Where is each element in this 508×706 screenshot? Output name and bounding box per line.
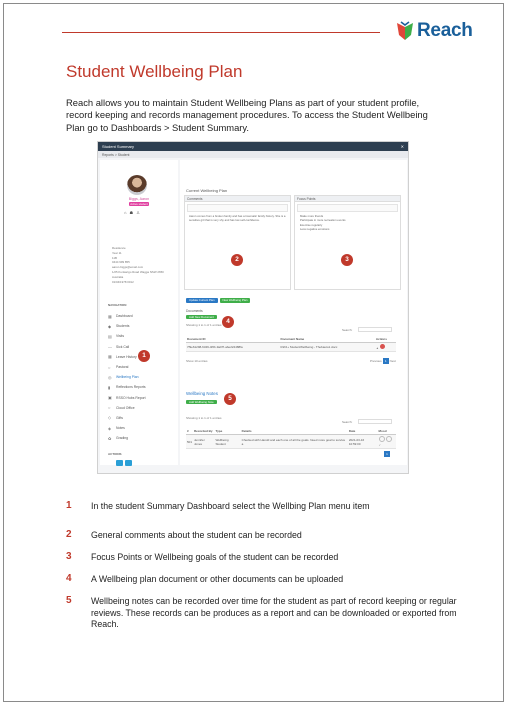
legend-number: 1 [66,500,72,511]
wellbeing-notes-title: Wellbeing Notes [186,391,218,396]
col-recorded-by[interactable]: Recorded By [194,429,213,433]
add-note-button[interactable]: Add Wellbeing Note [186,400,217,404]
marker-4: 4 [222,316,234,328]
documents-pager [370,358,396,364]
notes-add-wrap [186,400,217,405]
marker-1: 1 [138,350,150,362]
sidebar-item-label: Sick Call [116,344,130,349]
cloud-icon: ○ [108,405,111,411]
next-page-button[interactable]: Next [389,359,396,363]
documents-showing: Showing 1 to 1 of 1 entries [186,323,222,327]
intro-paragraph: Reach allows you to maintain Student Wellbeing Plans as part of your student profile, record keeping and records management procedures. To access the Student Wellbeing Plan go to Dashboards > Student Summary. [66,97,428,133]
print-action-button[interactable] [125,460,132,466]
documents-table [186,336,396,352]
sick-call-icon: — [108,344,112,350]
profile-icons [124,210,141,215]
wellbeing-icon: ◎ [108,374,112,380]
house-icon[interactable]: ⌂ [124,210,128,215]
col-actions: Actions [375,336,396,343]
note-recorded-by-cell: Jennifer Jones [193,435,214,449]
list-item: Less negative emotions [300,227,330,232]
sidebar-item-visits[interactable] [108,331,146,341]
reach-logo [396,20,473,42]
visits-icon: ▤ [108,333,112,339]
docs-add-wrap [186,315,217,320]
breadcrumb: Reports > Student [98,151,408,158]
search-label: Search: [342,328,353,332]
brand-name: Reach [417,20,473,41]
add-document-button[interactable]: Add New Document [186,315,217,319]
notes-search-label: Search: [342,420,353,424]
sidebar-item-label: Reflections Reports [116,385,146,390]
col-date[interactable]: Date [348,428,378,435]
editor-toolbar[interactable] [297,204,398,212]
sidebar-item-label: Cloud Office [116,405,135,410]
col-details[interactable]: Details [241,428,348,435]
sidebar-item-grading[interactable] [108,433,146,443]
header-rule [62,32,380,33]
sidebar-item-label: Gifts [116,415,123,420]
table-row [186,343,396,352]
sidebar-item-label: Visits [116,334,125,339]
sidebar-item-rsso[interactable] [108,393,146,403]
sidebar-item-gifts[interactable] [108,413,146,423]
student-info [112,246,164,284]
legend-number: 3 [66,551,72,562]
info-line: 11B [112,255,117,260]
legend-number: 2 [66,529,72,540]
info-line: Year 11 [112,250,122,255]
sidebar-nav [108,311,146,443]
new-plan-button[interactable]: New Wellbeing Plan [220,298,251,303]
show-select[interactable]: 10 [194,359,198,363]
comments-text[interactable]: Aaron comes from a broken family and has a traumatic family history. She is a sensitive girl that is very shy and has low self-confidence. [189,214,286,222]
page-title: Student Wellbeing Plan [66,62,243,81]
col-mood[interactable]: Mood [378,428,396,435]
editor-toolbar[interactable] [187,204,288,212]
info-line: 0444 999 855 [112,260,130,265]
col-type[interactable]: Type [214,428,240,435]
notes-icon: ◈ [108,425,112,431]
list-item: Participate in more recreation events [300,218,346,223]
info-line: aaron.biggs@email.com [112,265,144,270]
sidebar-item-label: Notes [116,426,125,431]
documents-length [186,359,208,363]
notes-table [186,428,396,449]
embedded-screenshot [97,141,409,474]
document-actions-cell [375,343,396,352]
documents-label: Documents [186,309,203,313]
sidebar-item-label: Pastoral [116,365,129,370]
action-buttons [116,460,132,466]
nav-title: NAVIGATION [108,303,127,307]
note-type-cell: Wellbeing Student [214,435,240,449]
update-plan-button[interactable]: Update Current Plan [186,298,218,303]
prev-page-button[interactable]: Previous [370,359,382,363]
student-sidebar [100,160,178,465]
legend-number: 4 [66,573,72,584]
students-icon: ◆ [108,323,112,329]
mood-icon [386,436,392,442]
note-mood-cell [378,435,396,449]
sidebar-item-pastoral[interactable] [108,362,146,372]
marker-3: 3 [341,254,353,266]
dashboard-icon: ▦ [108,313,112,319]
sidebar-item-label: Leave History [116,354,137,359]
people-icon[interactable]: ☗ [129,210,135,215]
sidebar-item-label: Dashboard [116,314,133,319]
sidebar-item-students[interactable] [108,321,146,331]
comments-header: Comments [185,196,290,202]
focus-points-panel [294,195,401,290]
close-icon[interactable]: ✕ [400,144,404,149]
check-icon[interactable]: ✓ [378,443,382,447]
marker-5: 5 [224,393,236,405]
pastoral-icon: ○ [108,364,111,370]
main-content [180,160,407,465]
legend-text: Focus Points or Wellbeing goals of the student can be recorded [91,552,339,562]
info-line: Australia [112,274,124,279]
notes-page-1-button[interactable]: 1 [384,451,390,457]
legend-number: 5 [66,595,72,606]
list-item: Exercise regularly [300,222,323,227]
info-line: 1/25 Kunkarigo Road Wagga NSW 2650 [112,269,164,274]
note-details-cell: Checked with Harold and each one of all the goals. Need more goal to survive a [241,435,348,449]
show-label: Show [186,359,194,363]
sidebar-item-label: Grading [116,436,129,441]
list-item: Make more friends [300,214,324,218]
sidebar-item-cloud-office[interactable] [108,403,146,413]
legend-text: In the student Summary Dashboard select the Wellbing Plan menu item [91,501,370,511]
legend-text: Wellbeing notes can be recorded over time for the student as part of record keeping or regular reviews. These records can be produces as a report and can be downloaded or exported from Reach. [91,596,457,630]
grading-icon: ✿ [108,435,112,441]
focus-header: Focus Points [295,196,400,202]
status-badge: Active student [130,202,148,206]
col-number[interactable]: # [186,428,193,435]
table-row[interactable] [186,435,396,449]
notes-pager [384,451,390,457]
page-1-button[interactable]: 1 [383,358,389,364]
document-name-cell[interactable]: R2Cl+ StudentWellbeing - Thebauto1.docx [280,343,375,352]
report-icon: ▣ [108,395,112,401]
note-number-cell: 501 [186,435,193,449]
documents-search-input[interactable] [358,327,392,332]
sidebar-item-notes[interactable] [108,423,146,433]
email-action-button[interactable] [116,460,123,466]
sidebar-item-label: Wellbeing Plan [116,375,139,380]
delete-icon[interactable] [380,344,385,349]
sidebar-item-label: Students [116,324,130,329]
shot-window-title: Student Summary [102,144,135,149]
entries-label: entries [198,359,208,363]
marker-2: 2 [231,254,243,266]
plan-buttons [186,298,250,303]
notes-showing: Showing 1 to 1 of 1 entries [186,416,222,420]
reach-logo-icon [396,21,414,41]
col-document-id[interactable]: Document ID [186,336,280,343]
document-id-cell: 7f9e61298-6349-4f6b-9a0f7-abe224488fa [186,343,280,352]
leave-icon: ▦ [108,354,112,360]
sidebar-item-label: RSSO Hubs Report [116,395,146,400]
shot-window-header [98,142,408,151]
focus-list[interactable] [300,214,395,232]
col-document-name[interactable]: Document Name [280,336,375,343]
sidebar-item-wellbeing-plan[interactable] [108,372,146,382]
download-icon[interactable]: ▲ [375,346,379,350]
sidebar-item-reflections[interactable] [108,382,146,392]
avatar [127,175,147,195]
gift-icon: ◇ [108,415,112,421]
info-line: Residence [112,246,126,250]
info-line: 01/04/1978 0012 [112,279,134,284]
current-plan-title: Current Wellbeing Plan [186,188,228,193]
notes-search-input[interactable] [358,419,392,424]
student-name[interactable]: Biggs, Aaron [128,197,150,201]
actions-title: ACTIONS [108,452,122,456]
legend-text: A Wellbeing plan document or other documents can be uploaded [91,574,344,584]
user-icon[interactable]: ♙ [136,210,141,215]
legend-text: General comments about the student can be recorded [91,530,302,540]
mood-icon [379,436,385,442]
comments-panel [184,195,291,290]
sidebar-item-dashboard[interactable] [108,311,146,321]
reflections-icon: ▮ [108,384,111,390]
note-date-cell: 2021-03-16 10:59:00 [348,435,378,449]
